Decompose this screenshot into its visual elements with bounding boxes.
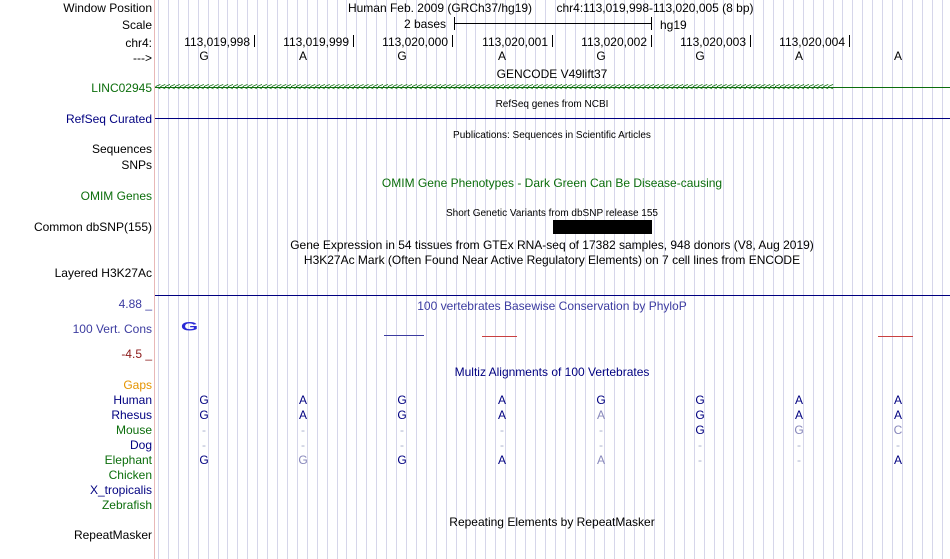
track-labels [0,0,154,559]
dbsnp-variant-block[interactable] [553,220,652,234]
species-rhesus-label[interactable]: Rhesus [111,408,152,422]
elephant-aligned-base: G [298,453,308,467]
coordinate-label: 113,020,004 [779,35,845,49]
rhesus-aligned-base: A [893,408,902,422]
elephant-aligned-base: - [797,453,801,467]
linc-gene-feature[interactable] [155,81,950,95]
dog-aligned-base: - [896,438,900,452]
coordinate-label: 113,020,001 [482,35,548,49]
elephant-aligned-base: - [698,453,702,467]
rhesus-aligned-base: A [794,408,803,422]
sequences-label[interactable]: Sequences [91,142,152,156]
elephant-aligned-base: G [397,453,407,467]
rhesus-aligned-base: G [397,408,407,422]
reference-base[interactable]: G [596,49,606,63]
conservation-top-line [155,295,950,296]
dbsnp-track-title: Short Genetic Variants from dbSNP release 155 [446,208,658,219]
rhesus-aligned-base: A [497,408,506,422]
dog-aligned-base: - [500,438,504,452]
position-title: chr4:113,019,998-113,020,005 (8 bp) [556,1,754,15]
elephant-aligned-base: A [497,453,506,467]
repeatmasker-label[interactable]: RepeatMasker [73,528,152,542]
mouse-aligned-base: - [202,423,206,437]
elephant-aligned-base: A [893,453,902,467]
gaps-label[interactable]: Gaps [123,378,152,392]
coordinate-tick [651,35,652,47]
mouse-aligned-base: C [893,423,903,437]
scale-bar-right [651,17,652,30]
species-elephant-label[interactable]: Elephant [104,453,152,467]
species-xtropicalis-label[interactable]: X_tropicalis [89,483,152,497]
h3k27ac-label[interactable]: Layered H3K27Ac [54,266,152,280]
coordinate-label: 113,020,003 [680,35,746,49]
chromosome-label: chr4: [125,36,152,50]
conservation-max-label: 4.88 _ [118,297,152,311]
reference-base[interactable]: A [497,49,506,63]
human-aligned-base: G [199,393,209,407]
human-aligned-base: G [397,393,407,407]
dog-aligned-base: - [400,438,404,452]
coordinate-tick [552,35,553,47]
rhesus-aligned-base: G [199,408,209,422]
scale-bar [454,23,652,24]
conservation-track-title: 100 vertebrates Basewise Conservation by PhyloP [417,299,687,313]
human-aligned-base: G [695,393,705,407]
mouse-aligned-base: - [400,423,404,437]
rhesus-aligned-base: G [695,408,705,422]
dog-aligned-base: - [698,438,702,452]
snps-label[interactable]: SNPs [121,158,152,172]
h3k27ac-track-title: H3K27Ac Mark (Often Found Near Active Regulatory Elements) on 7 cell lines from ENCODE [303,253,801,267]
coordinate-label: 113,020,000 [382,35,448,49]
human-aligned-base: G [596,393,606,407]
strand-chevrons: <<<<<<<<<<<<<<<<<<<<<<<<<<<<<<<<<<<<<<<<<<<<<<<<<<<<<<<<<<<<<<<<<<<<<<<<<<<<<<<<<<<<<<<<<<<<<<<<<<<<<<<<<<<<<<<<<<<<<<<<<<<<<<<<<<<<<<<<<<<< [155,82,833,93]
gtex-track-title: Gene Expression in 54 tissues from GTEx RNA-seq of 17382 samples, 948 donors (V8, Aug 2019) [290,238,814,252]
strand-arrow-label[interactable]: ---> [133,51,152,65]
scale-label: Scale [121,18,152,32]
coordinate-tick [750,35,751,47]
dbsnp-label[interactable]: Common dbSNP(155) [33,220,152,234]
elephant-aligned-base: G [199,453,209,467]
refseq-label[interactable]: RefSeq Curated [65,112,152,126]
conservation-label[interactable]: 100 Vert. Cons [72,322,152,336]
human-aligned-base: A [794,393,803,407]
window-position-label: Window Position [63,1,152,15]
multiz-track-title: Multiz Alignments of 100 Vertebrates [454,365,650,379]
repeatmasker-track-title: Repeating Elements by RepeatMasker [449,515,655,529]
conservation-bar-positive [384,335,424,336]
reference-base[interactable]: G [397,49,407,63]
mouse-aligned-base: - [500,423,504,437]
assembly-title: Human Feb. 2009 (GRCh37/hg19) [347,1,533,15]
dog-aligned-base: - [599,438,603,452]
species-human-label[interactable]: Human [113,393,152,407]
gencode-track-title: GENCODE V49lift37 [496,67,608,81]
linc-gene-label[interactable]: LINC02945 [91,81,152,95]
mouse-aligned-base: - [301,423,305,437]
reference-base[interactable]: A [794,49,803,63]
conservation-min-label: -4.5 _ [121,347,152,361]
dog-aligned-base: - [202,438,206,452]
scale-db: hg19 [660,18,687,32]
omim-track-title: OMIM Gene Phenotypes - Dark Green Can Be Disease-causing [381,176,723,190]
reference-base[interactable]: A [298,49,307,63]
coordinate-tick [849,35,850,47]
omim-label[interactable]: OMIM Genes [80,189,152,203]
dog-aligned-base: - [797,438,801,452]
reference-base[interactable]: G [199,49,209,63]
rhesus-aligned-base: A [596,408,605,422]
rhesus-aligned-base: A [298,408,307,422]
coordinate-tick [353,35,354,47]
refseq-gene-line[interactable] [155,118,950,119]
coordinate-label: 113,020,002 [581,35,647,49]
species-chicken-label[interactable]: Chicken [108,468,152,482]
mouse-aligned-base: G [794,423,804,437]
mouse-aligned-base: - [599,423,603,437]
species-zebrafish-label[interactable]: Zebrafish [101,498,152,512]
reference-base[interactable]: A [893,49,902,63]
dog-aligned-base: - [301,438,305,452]
publications-track-title: Publications: Sequences in Scientific Articles [453,130,651,141]
conservation-bar-negative [878,336,913,337]
refseq-track-title: RefSeq genes from NCBI [495,99,609,110]
coordinate-tick [254,35,255,47]
coordinate-tick [452,35,453,47]
conservation-logo-letter: G [181,319,199,334]
species-mouse-label[interactable]: Mouse [115,423,152,437]
human-aligned-base: A [497,393,506,407]
coordinate-label: 113,019,998 [184,35,250,49]
scale-text: 2 bases [404,17,447,31]
track-image[interactable] [155,0,950,559]
human-aligned-base: A [298,393,307,407]
mouse-aligned-base: G [695,423,705,437]
species-dog-label[interactable]: Dog [129,438,152,452]
elephant-aligned-base: A [596,453,605,467]
conservation-bar-negative [482,336,517,337]
coordinate-label: 113,019,999 [283,35,349,49]
reference-base[interactable]: G [695,49,705,63]
human-aligned-base: A [893,393,902,407]
